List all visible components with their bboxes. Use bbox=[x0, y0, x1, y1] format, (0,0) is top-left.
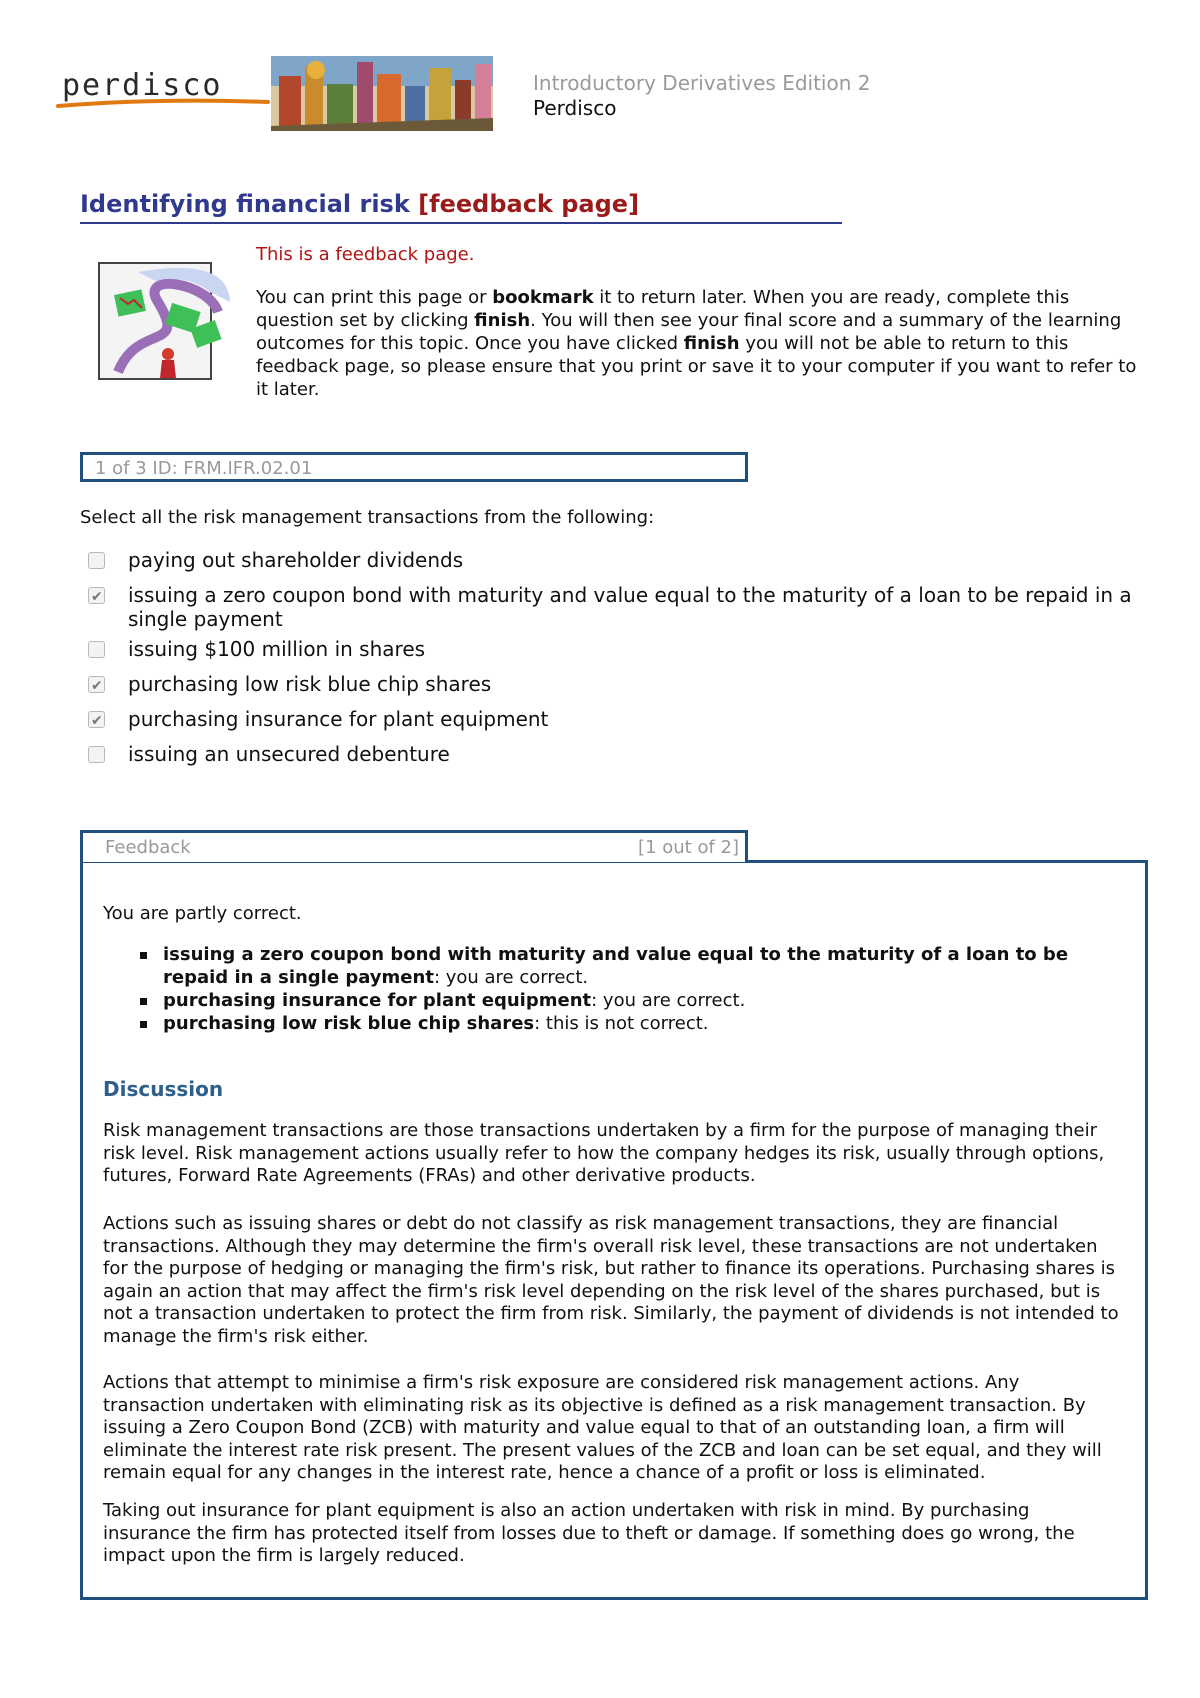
feedback-label: Feedback bbox=[105, 837, 191, 858]
brand-logo: perdisco bbox=[62, 68, 223, 103]
discussion-paragraph: Taking out insurance for plant equipment is also an action undertaken with risk in mind. By purchasing insurance the firm has protected itself from losses due to theft or damage. If something does go wrong, the impact upon the firm is largely reduced. bbox=[103, 1500, 1075, 1567]
feedback-result: You are partly correct. bbox=[103, 903, 302, 924]
option-label: issuing $100 million in shares bbox=[128, 637, 426, 661]
option-item bbox=[88, 707, 1148, 731]
option-checkbox[interactable] bbox=[88, 746, 105, 763]
question-header: 1 of 3 ID: FRM.IFR.02.01 bbox=[80, 452, 748, 482]
city-illustration bbox=[271, 56, 493, 131]
option-item bbox=[88, 672, 1148, 696]
option-checkbox[interactable] bbox=[88, 587, 105, 604]
list-item: issuing a zero coupon bond with maturity and value equal to the maturity of a loan to be repaid in a single payment: you are correct. bbox=[137, 943, 1097, 989]
title-main: Identifying financial risk bbox=[80, 190, 410, 218]
question-prompt: Select all the risk management transactions from the following: bbox=[80, 507, 655, 528]
option-label: issuing an unsecured debenture bbox=[128, 742, 450, 766]
discussion-paragraph: Actions that attempt to minimise a firm's risk exposure are considered risk management actions. Any transaction undertaken with eliminating risk as its objective is defined as a risk management transaction. By issuing a Zero Coupon Bond (ZCB) with maturity and value equal to that of an outstanding loan, a firm will eliminate the interest rate risk present. The present values of the ZCB and loan can be set equal, and they will remain equal for any changes in the interest rate, hence a chance of a profit or loss is eliminated. bbox=[103, 1372, 1102, 1484]
option-item bbox=[88, 583, 1148, 631]
feedback-counter: [1 out of 2] bbox=[638, 837, 739, 858]
option-label: issuing a zero coupon bond with maturity and value equal to the maturity of a loan to be repaid in a single payment bbox=[128, 583, 1132, 631]
book-edition: Introductory Derivatives Edition 2 bbox=[533, 71, 871, 95]
title-tag: [feedback page] bbox=[418, 190, 640, 218]
option-checkbox[interactable] bbox=[88, 711, 105, 728]
option-item bbox=[88, 548, 1148, 572]
page-title bbox=[80, 190, 842, 224]
option-label: paying out shareholder dividends bbox=[128, 548, 464, 572]
logo-swoosh bbox=[56, 96, 271, 110]
option-checkbox[interactable] bbox=[88, 552, 105, 569]
list-item: purchasing low risk blue chip shares: this is not correct. bbox=[137, 1012, 1097, 1035]
option-checkbox[interactable] bbox=[88, 676, 105, 693]
intro-text: You can print this page or bookmark it to return later. When you are ready, complete this question set by clicking finish. You will then see your final score and a summary of the learning outcomes for this topic. Once you have clicked finish you will not be able to return to this feedback page, so please ensure that you print or save it to your computer if you want to refer to it later. bbox=[256, 287, 1137, 400]
feedback-list bbox=[137, 943, 1097, 1035]
discussion-paragraph: Actions such as issuing shares or debt do not classify as risk management transactions, they are financial transactions. Although they may determine the firm's overall risk level, these transactions are not undertaken for the purpose of hedging or managing the firm's risk, but rather to finance its operations. Purchasing shares is again an action that may affect the firm's risk level depending on the risk level of the shares purchased, but is not a transaction undertaken to protect the firm from risk. Similarly, the payment of dividends is not intended to manage the firm's risk either. bbox=[103, 1213, 1119, 1347]
feedback-tab bbox=[80, 830, 748, 862]
option-checkbox[interactable] bbox=[88, 641, 105, 658]
option-item bbox=[88, 742, 1148, 766]
answer-options bbox=[88, 548, 1148, 766]
feedback-notice: This is a feedback page. bbox=[256, 244, 475, 265]
discussion-heading: Discussion bbox=[103, 1077, 224, 1101]
option-label: purchasing low risk blue chip shares bbox=[128, 672, 492, 696]
publisher-name: Perdisco bbox=[533, 96, 617, 120]
list-item: purchasing insurance for plant equipment: you are correct. bbox=[137, 989, 1097, 1012]
option-item bbox=[88, 637, 1148, 661]
option-label: purchasing insurance for plant equipment bbox=[128, 707, 549, 731]
discussion-paragraph: Risk management transactions are those transactions undertaken by a firm for the purpose of managing their risk level. Risk management actions usually refer to how the company hedges its risk, usually through options, futures, Forward Rate Agreements (FRAs) and other derivative products. bbox=[103, 1120, 1105, 1187]
feedback-illustration bbox=[98, 262, 232, 382]
